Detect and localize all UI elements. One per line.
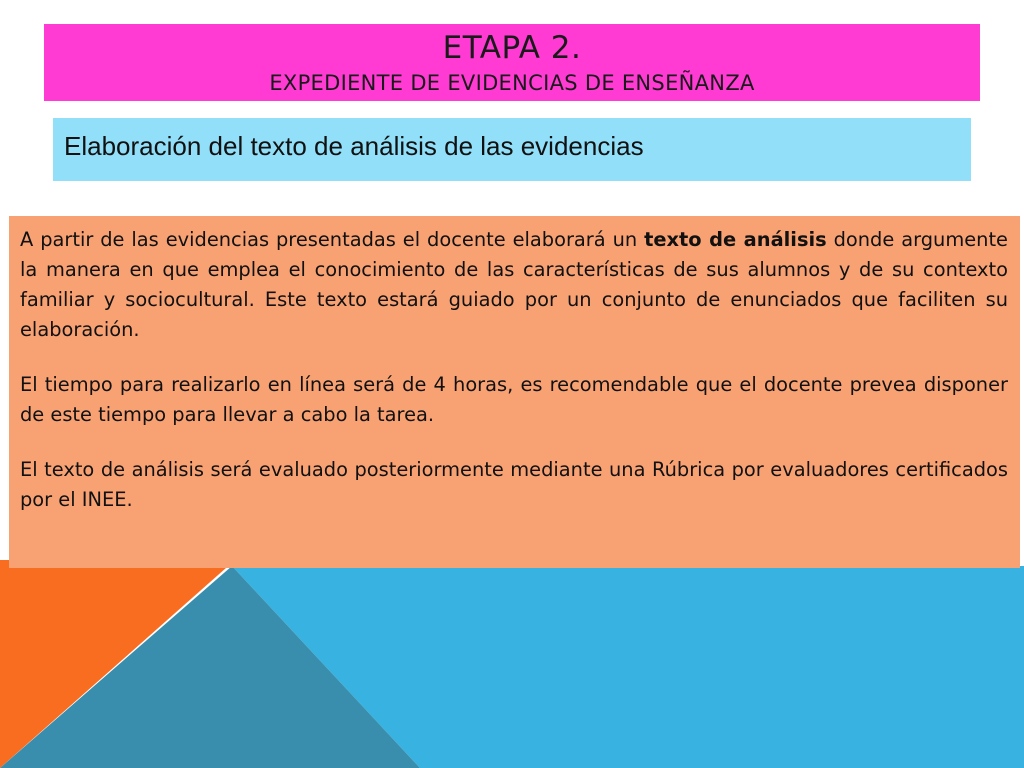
- content-box: [9, 216, 1020, 568]
- title-banner: [44, 24, 980, 101]
- paragraph1-bold-term: texto de análisis: [644, 228, 827, 251]
- paragraph-analysis-text: [20, 225, 1008, 345]
- paragraph-evaluation: El texto de análisis será evaluado posteriormente mediante una Rúbrica por evaluadores certificados por el INEE.: [20, 458, 1008, 511]
- subtitle-box: [53, 118, 971, 181]
- paragraph1-text-start: A partir de las evidencias presentadas el docente elaborará un: [20, 228, 645, 251]
- slide-title-subheading: EXPEDIENTE DE EVIDENCIAS DE ENSEÑANZA: [269, 71, 755, 95]
- paragraph-spacer: [20, 430, 1008, 455]
- slide-subtitle: Elaboración del texto de análisis de las evidencias: [64, 131, 644, 161]
- paragraph1-text-end: donde argumente la manera en que emplea el conocimiento de las características de sus alumnos y de su contexto familiar y sociocultural. Este texto estará guiado por un conjunto de enunciados que faciliten su elaboración.: [20, 228, 1008, 341]
- slide-title: ETAPA 2.: [442, 30, 582, 66]
- paragraph-spacer: [20, 345, 1008, 370]
- paragraph-time: El tiempo para realizarlo en línea será de 4 horas, es recomendable que el docente prevea disponer de este tiempo para llevar a cabo la tarea.: [20, 373, 1008, 426]
